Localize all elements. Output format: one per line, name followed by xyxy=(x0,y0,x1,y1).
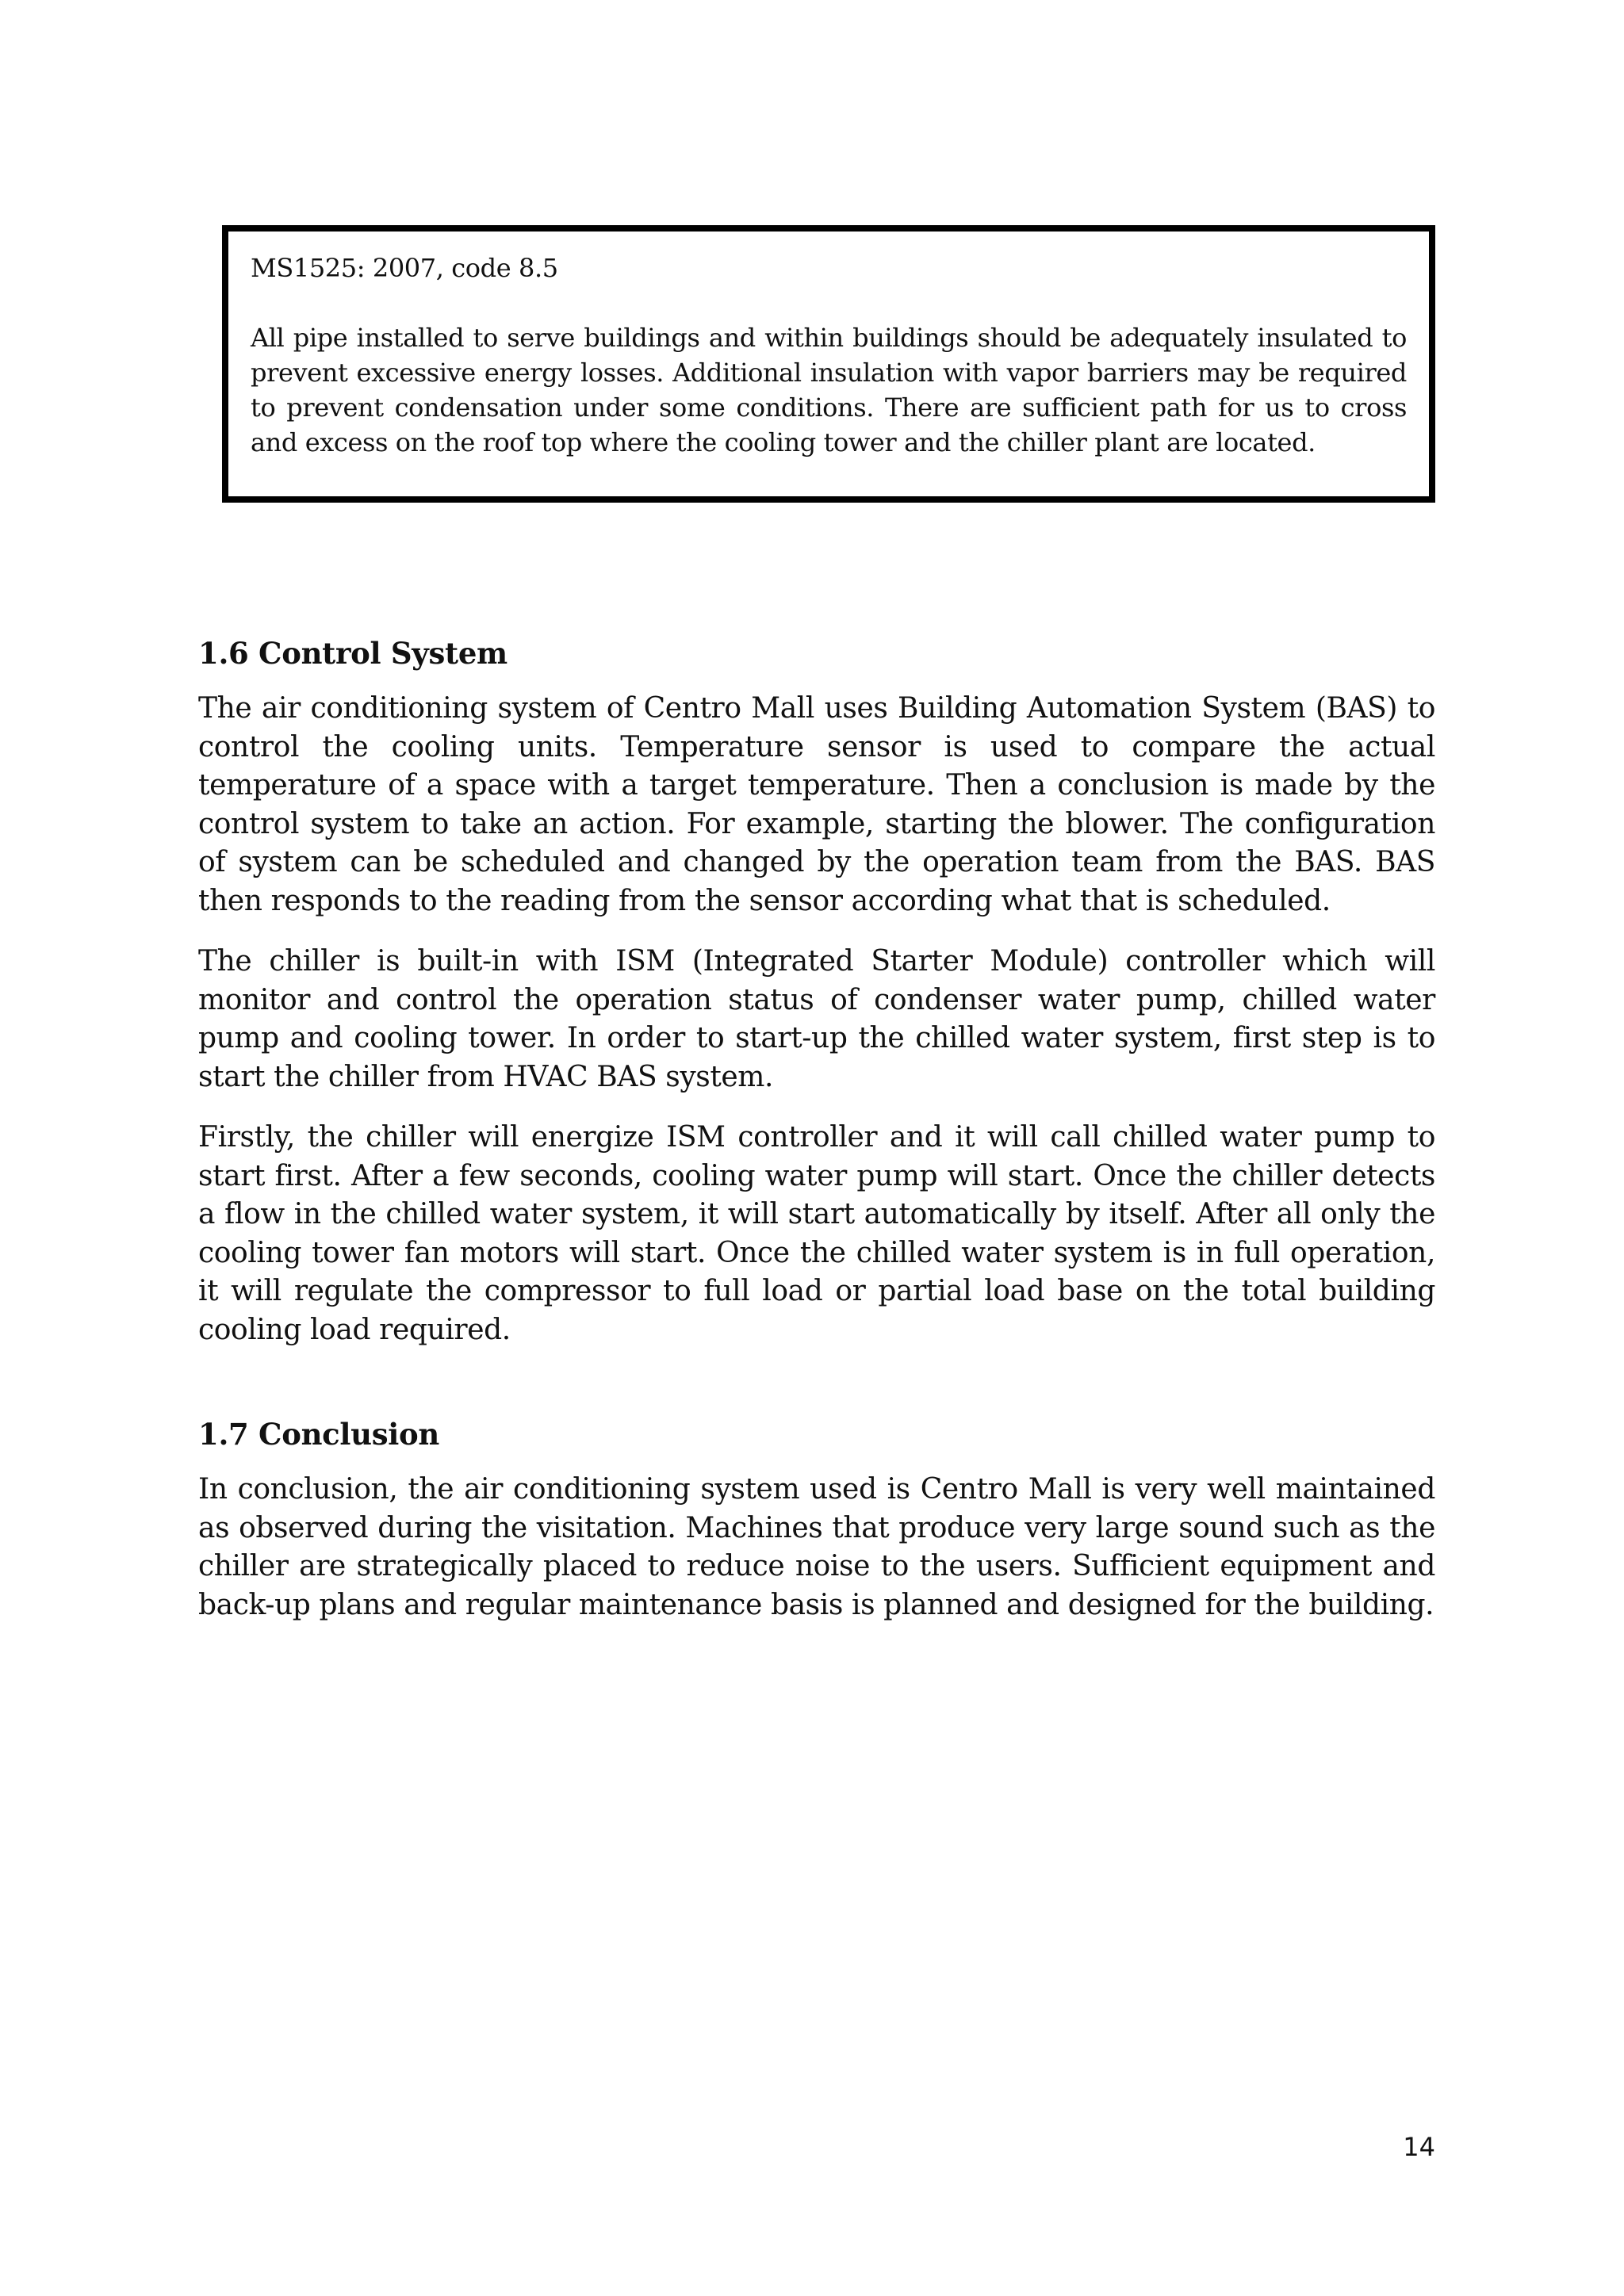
section-heading: 1.6 Control System xyxy=(198,636,508,671)
section-control-system xyxy=(198,634,1435,1349)
code-box-title: MS1525: 2007, code 8.5 xyxy=(251,253,558,283)
paragraph: The air conditioning system of Centro Mall uses Building Automation System (BAS) to control the cooling units. Temperature sensor is used to compare the actual temperature of a space with a target temperature. Then a conclusion is made by the control system to take an action. For example, starting the blower. The configuration of system can be scheduled and changed by the operation team from the BAS. BAS then responds to the reading from the sensor according what that is scheduled. xyxy=(198,692,1435,917)
paragraph: Firstly, the chiller will energize ISM controller and it will call chilled water pump to start first. After a few seconds, cooling water pump will start. Once the chiller detects a flow in the chilled water system, it will start automatically by itself. After all only the cooling tower fan motors will start. Once the chilled water system is in full operation, it will regulate the compressor to full load or partial load base on the total building cooling load required. xyxy=(198,1121,1435,1346)
section-spacer xyxy=(198,1372,1435,1415)
standard-code-box xyxy=(222,225,1435,503)
section-conclusion xyxy=(198,1415,1435,1624)
section-heading: 1.7 Conclusion xyxy=(198,1417,440,1452)
code-box-text: All pipe installed to serve buildings and within buildings should be adequately insulated to prevent excessive energy losses. Additional insulation with vapor barriers may be required to prevent condensation under some conditions. There are sufficient path for us to cross and excess on the roof top where the cooling tower and the chiller plant are located. xyxy=(251,323,1407,457)
page-number: 14 xyxy=(1403,2132,1435,2162)
paragraph: The chiller is built-in with ISM (Integrated Starter Module) controller which will monitor and control the operation status of condenser water pump, chilled water pump and cooling tower. In order to start-up the chilled water system, first step is to start the chiller from HVAC BAS system. xyxy=(198,945,1435,1093)
paragraph: In conclusion, the air conditioning system used is Centro Mall is very well maintained as observed during the visitation. Machines that produce very large sound such as the chiller are strategically placed to reduce noise to the users. Sufficient equipment and back-up plans and regular maintenance basis is planned and designed for the building. xyxy=(198,1473,1435,1621)
main-content xyxy=(198,634,1435,1647)
